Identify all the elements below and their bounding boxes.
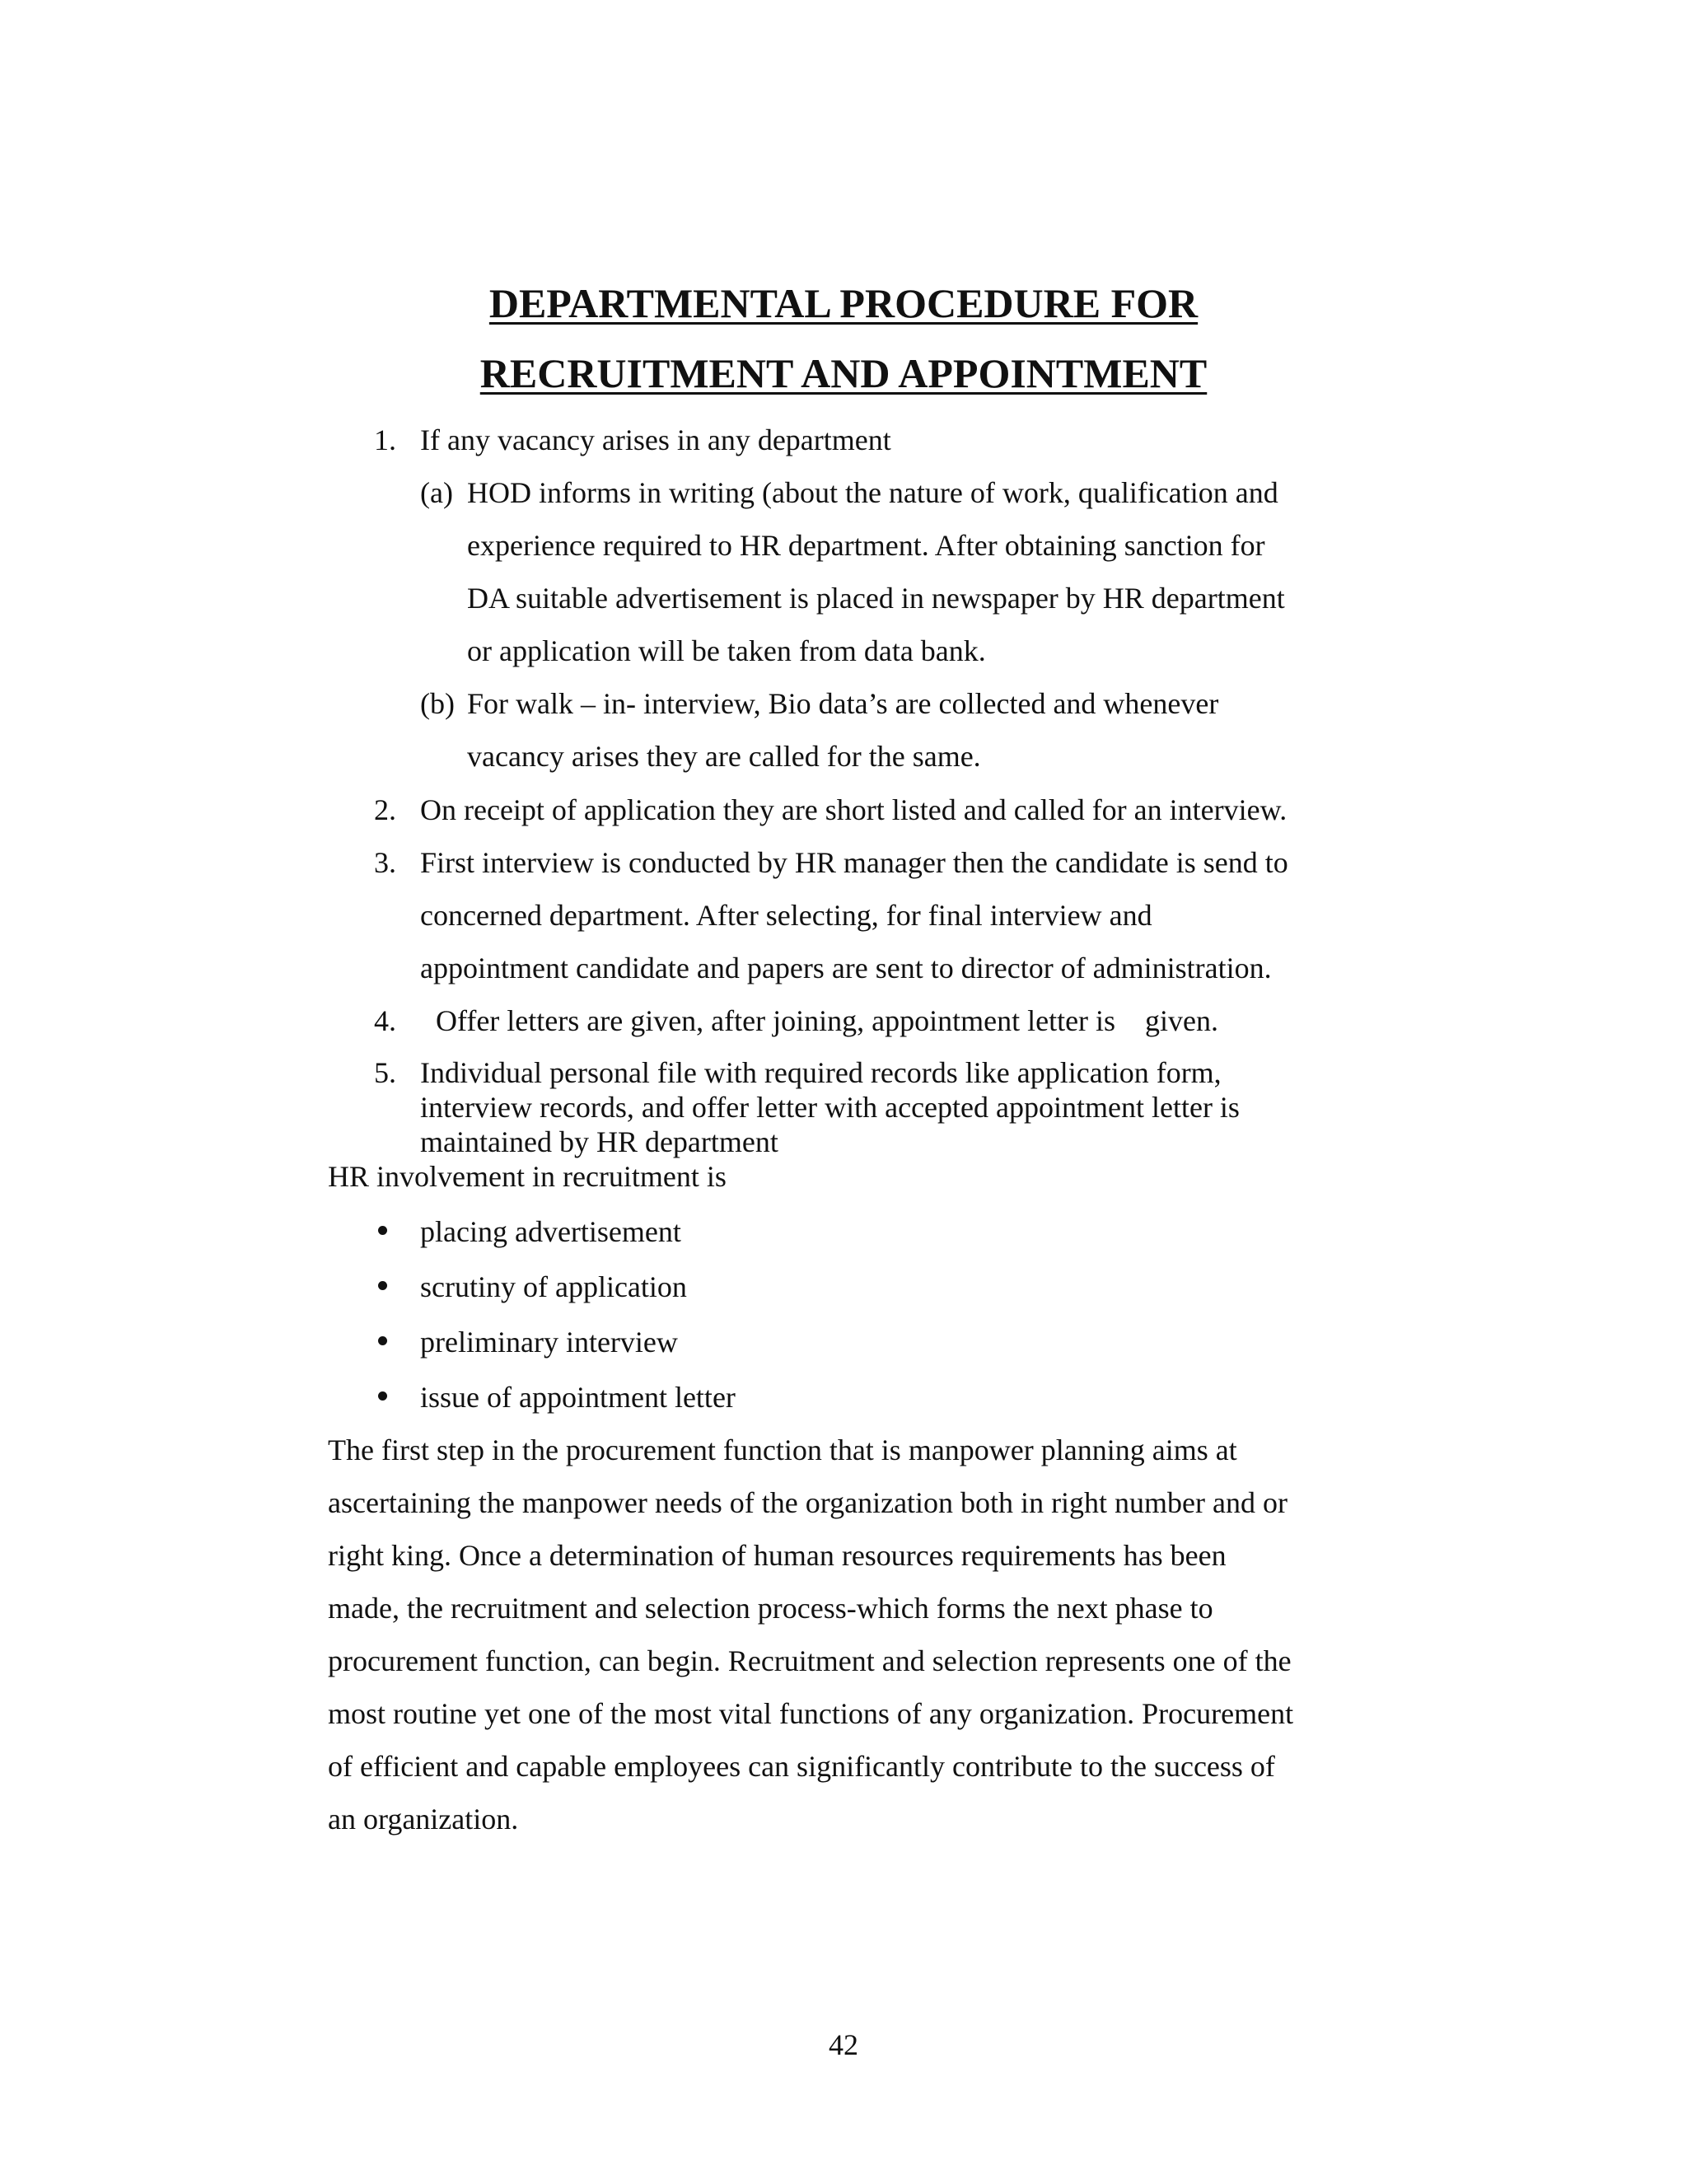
paragraph-line: ascertaining the manpower needs of the organization both in right number and or	[328, 1486, 1287, 1519]
paragraph-line: most routine yet one of the most vital functions of any organization. Procurement	[328, 1697, 1294, 1730]
subitem-text: experience required to HR department. After obtaining sanction for	[467, 529, 1265, 562]
step-text: concerned department. After selecting, for final interview and	[420, 899, 1152, 932]
list-item: preliminary interview	[420, 1326, 678, 1359]
bullet-dot-icon	[378, 1336, 387, 1345]
paragraph-line: of efficient and capable employees can significantly contribute to the success of	[328, 1750, 1275, 1783]
paragraph-line: made, the recruitment and selection process-which forms the next phase to	[328, 1592, 1213, 1625]
step-text: On receipt of application they are short listed and called for an interview.	[420, 793, 1287, 826]
step-text: maintained by HR department	[420, 1125, 778, 1158]
list-item: scrutiny of application	[420, 1270, 687, 1303]
subitem-label: (a)	[420, 476, 453, 509]
subitem-text: For walk – in- interview, Bio data’s are collected and whenever	[467, 687, 1219, 720]
subitem-text: or application will be taken from data bank.	[467, 634, 986, 667]
step-number: 3.	[374, 846, 396, 879]
bullet-dot-icon	[378, 1226, 387, 1235]
paragraph-line: procurement function, can begin. Recruitment and selection represents one of the	[328, 1644, 1292, 1677]
subitem-text: HOD informs in writing (about the nature of work, qualification and	[467, 476, 1278, 509]
step-text: First interview is conducted by HR manager then the candidate is send to	[420, 846, 1288, 879]
step-number: 2.	[374, 793, 396, 826]
hr-involvement-heading: HR involvement in recruitment is	[328, 1160, 727, 1193]
subitem-text: DA suitable advertisement is placed in newspaper by HR department	[467, 582, 1285, 615]
bullet-dot-icon	[378, 1281, 387, 1290]
list-item: issue of appointment letter	[420, 1381, 736, 1414]
page-number: 42	[829, 2028, 858, 2061]
page-title-line-2: RECRUITMENT AND APPOINTMENT	[479, 350, 1208, 396]
step-text: Individual personal file with required records like application form,	[420, 1056, 1222, 1089]
subitem-text: vacancy arises they are called for the same.	[467, 740, 981, 773]
paragraph-line: an organization.	[328, 1803, 519, 1836]
page-title-line-1: DEPARTMENTAL PROCEDURE FOR	[488, 280, 1199, 326]
subitem-label: (b)	[420, 687, 455, 720]
list-item: placing advertisement	[420, 1215, 681, 1248]
step-text: If any vacancy arises in any department	[420, 423, 891, 456]
step-text: Offer letters are given, after joining, appointment letter is given.	[436, 1004, 1219, 1037]
step-text: interview records, and offer letter with accepted appointment letter is	[420, 1091, 1240, 1124]
step-number: 4.	[374, 1004, 396, 1037]
paragraph-line: right king. Once a determination of human resources requirements has been	[328, 1539, 1227, 1572]
bullet-dot-icon	[378, 1391, 387, 1401]
step-number: 5.	[374, 1056, 396, 1089]
step-text: appointment candidate and papers are sent to director of administration.	[420, 952, 1272, 984]
step-number: 1.	[374, 423, 396, 456]
paragraph-line: The first step in the procurement function that is manpower planning aims at	[328, 1433, 1237, 1466]
